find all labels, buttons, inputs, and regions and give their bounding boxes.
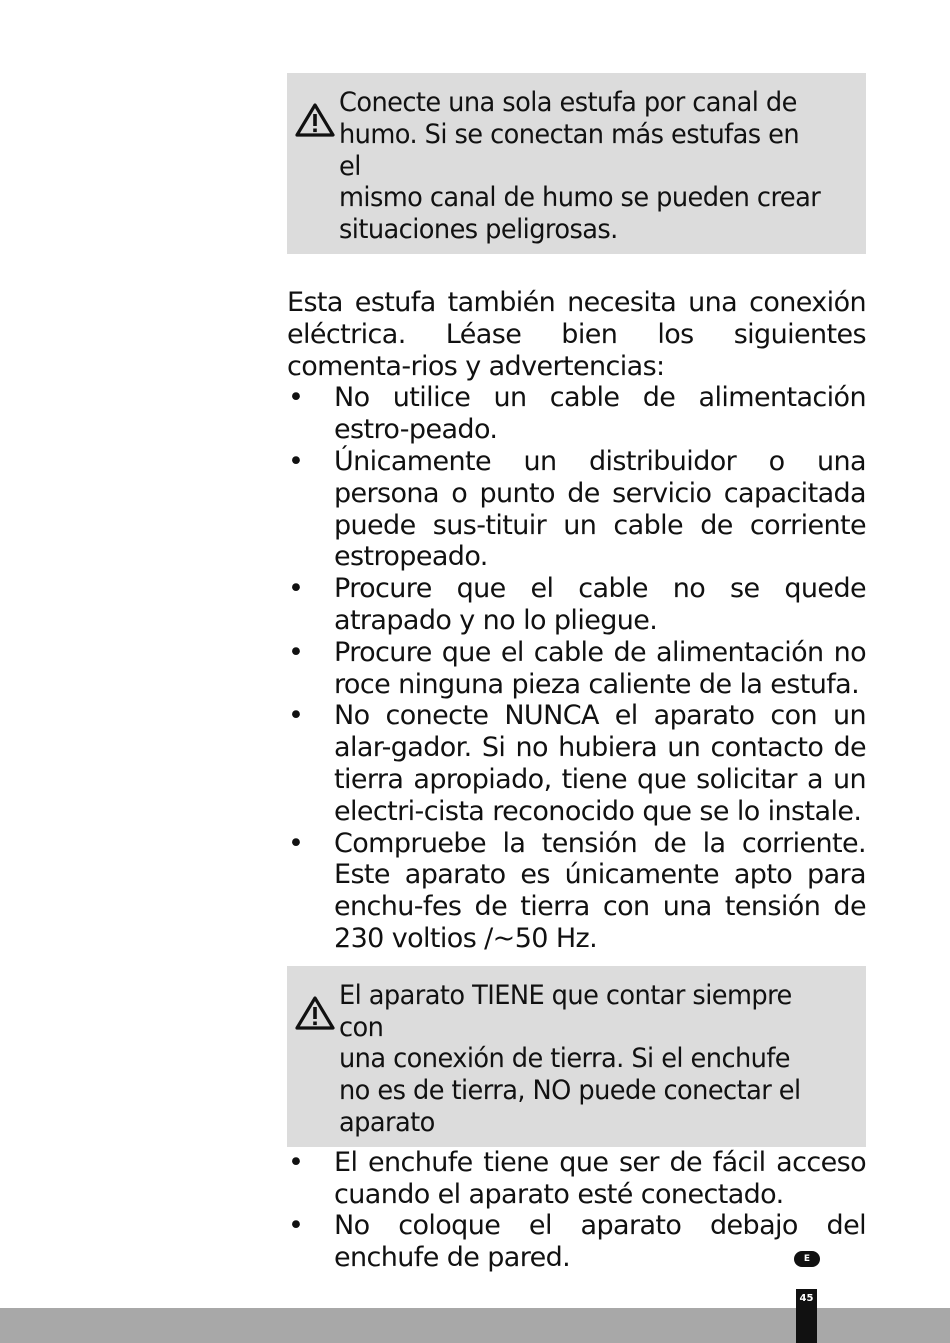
list-item (287, 1147, 866, 1211)
bullet-symbol: • (288, 1210, 304, 1242)
list-item (287, 637, 866, 701)
electrical-advice-list (287, 382, 866, 954)
list-item (287, 382, 866, 446)
bullet-symbol: • (288, 445, 304, 477)
list-item-text: No coloque el aparato debajo del enchufe de pared. (334, 1210, 866, 1274)
placement-advice-list (287, 1147, 866, 1274)
list-item-text: El enchufe tiene que ser de fácil acceso cuando el aparato esté conectado. (334, 1146, 866, 1210)
bullet-symbol: • (288, 827, 304, 859)
list-item (287, 1210, 866, 1274)
language-badge: E (794, 1251, 820, 1267)
page-number: 45 (796, 1289, 817, 1343)
bullet-symbol: • (288, 1146, 304, 1178)
list-item-text: No conecte NUNCA el aparato con un alar-gador. Si no hubiera un contacto de tierra apropiado, tiene que solicitar a un electri-cista reconocido que se lo instale. (334, 700, 866, 827)
list-item (287, 446, 866, 573)
warning-text: Conecte una sola estufa por canal de humo. Si se conectan más estufas en el mismo canal de humo se pueden crear situaciones peligrosas. (339, 87, 821, 246)
list-item-text: Procure que el cable de alimentación no roce ninguna pieza caliente de la estufa. (334, 636, 866, 700)
warning-triangle-icon (295, 980, 339, 1030)
list-item-text: Únicamente un distribuidor o una persona o punto de servicio capacitada puede sus-tituir un cable de corriente estropeado. (334, 445, 866, 573)
bullet-symbol: • (288, 700, 304, 732)
page-content (287, 73, 866, 1274)
bullet-symbol: • (288, 382, 304, 414)
list-item-text: No utilice un cable de alimentación estro-peado. (334, 382, 866, 446)
list-item-text: Procure que el cable no se quede atrapado y no lo pliegue. (334, 573, 866, 636)
list-item (287, 828, 866, 955)
intro-paragraph: Esta estufa también necesita una conexión eléctrica. Léase bien los siguientes comenta-rios y advertencias: (287, 286, 866, 382)
bullet-symbol: • (288, 636, 304, 668)
list-item-text: Compruebe la tensión de la corriente. Este aparato es únicamente apto para enchu-fes de tierra con una tensión de 230 voltios /~50 Hz. (334, 827, 866, 954)
list-item (287, 573, 866, 637)
warning-triangle-icon (295, 87, 339, 137)
warning-box-single-stove (287, 73, 866, 254)
warning-text: El aparato TIENE que contar siempre con una conexión de tierra. Si el enchufe no es de tierra, NO puede conectar el aparato (339, 979, 801, 1138)
list-item (287, 700, 866, 827)
warning-box-earthing (287, 966, 866, 1147)
bullet-symbol: • (288, 573, 304, 605)
